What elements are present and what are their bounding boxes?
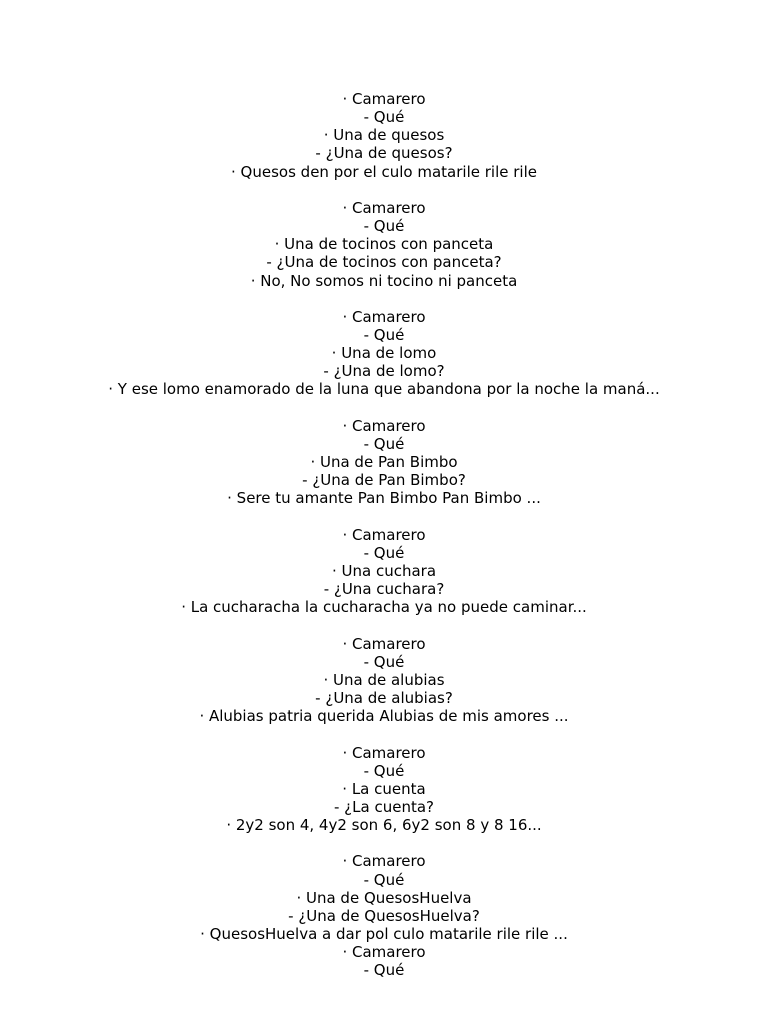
dialogue-line: - Qué	[363, 434, 405, 453]
dialogue-line: · Una de Pan Bimbo	[310, 453, 458, 472]
dialogue-line: - Qué	[363, 961, 405, 980]
dialogue-line: - Qué	[363, 761, 405, 780]
dialogue-line: - ¿Una de QuesosHuelva?	[288, 906, 480, 925]
stanza-alubias	[0, 635, 768, 726]
dialogue-line: · 2y2 son 4, 4y2 son 6, 6y2 son 8 y 8 16...	[226, 816, 542, 835]
dialogue-line: · QuesosHuelva a dar pol culo matarile rile rile ...	[200, 925, 568, 944]
stanza-quesos	[0, 90, 768, 181]
dialogue-line: - Qué	[363, 543, 405, 562]
stanza-tocinos	[0, 199, 768, 290]
dialogue-line: · Camarero	[342, 943, 426, 962]
dialogue-line: - ¿Una de Pan Bimbo?	[302, 471, 466, 490]
stanza-cuenta	[0, 744, 768, 835]
dialogue-line: · Una cuchara	[331, 562, 437, 580]
dialogue-line: · Una de quesos	[323, 126, 445, 145]
dialogue-text	[0, 90, 768, 980]
dialogue-line: - ¿La cuenta?	[334, 798, 434, 816]
dialogue-line: - ¿Una de alubias?	[315, 689, 453, 708]
dialogue-line: · Camarero	[342, 90, 426, 108]
dialogue-line: · Camarero	[342, 307, 426, 326]
dialogue-line: - Qué	[363, 108, 405, 127]
dialogue-line: · Una de tocinos con panceta	[274, 235, 494, 254]
dialogue-line: · Camarero	[342, 743, 426, 762]
dialogue-line: · Camarero	[342, 852, 426, 871]
dialogue-line: - ¿Una de quesos?	[315, 144, 453, 163]
dialogue-line: · La cuenta	[342, 779, 426, 798]
dialogue-line: - Qué	[363, 326, 405, 344]
dialogue-line: - Qué	[363, 217, 405, 236]
dialogue-line: · Quesos den por el culo matarile rile rile	[231, 162, 537, 181]
dialogue-line: · Una de lomo	[331, 344, 437, 363]
dialogue-line: · La cucharacha la cucharacha ya no puede caminar...	[181, 598, 587, 617]
dialogue-line: - ¿Una de tocinos con panceta?	[266, 253, 502, 272]
stanza-lomo	[0, 308, 768, 399]
stanza-cuchara	[0, 526, 768, 617]
dialogue-line: · Una de QuesosHuelva	[296, 888, 472, 907]
dialogue-line: - ¿Una de lomo?	[323, 362, 445, 381]
stanza-pan-bimbo	[0, 417, 768, 508]
dialogue-line: - Qué	[363, 652, 405, 671]
dialogue-line: · Camarero	[342, 416, 426, 435]
dialogue-line: · Sere tu amante Pan Bimbo Pan Bimbo ...	[227, 489, 541, 508]
dialogue-line: · Camarero	[342, 198, 426, 217]
dialogue-line: · Una de alubias	[323, 670, 445, 689]
dialogue-line: · Camarero	[342, 634, 426, 653]
dialogue-line: - Qué	[363, 870, 405, 889]
dialogue-line: · Camarero	[342, 525, 426, 544]
dialogue-line: · Alubias patria querida Alubias de mis amores ...	[199, 707, 569, 726]
dialogue-line: - ¿Una cuchara?	[323, 580, 445, 599]
dialogue-line: · Y ese lomo enamorado de la luna que abandona por la noche la maná...	[108, 380, 660, 399]
dialogue-line: · No, No somos ni tocino ni panceta	[250, 271, 518, 290]
stanza-quesoshuelva	[0, 852, 768, 979]
